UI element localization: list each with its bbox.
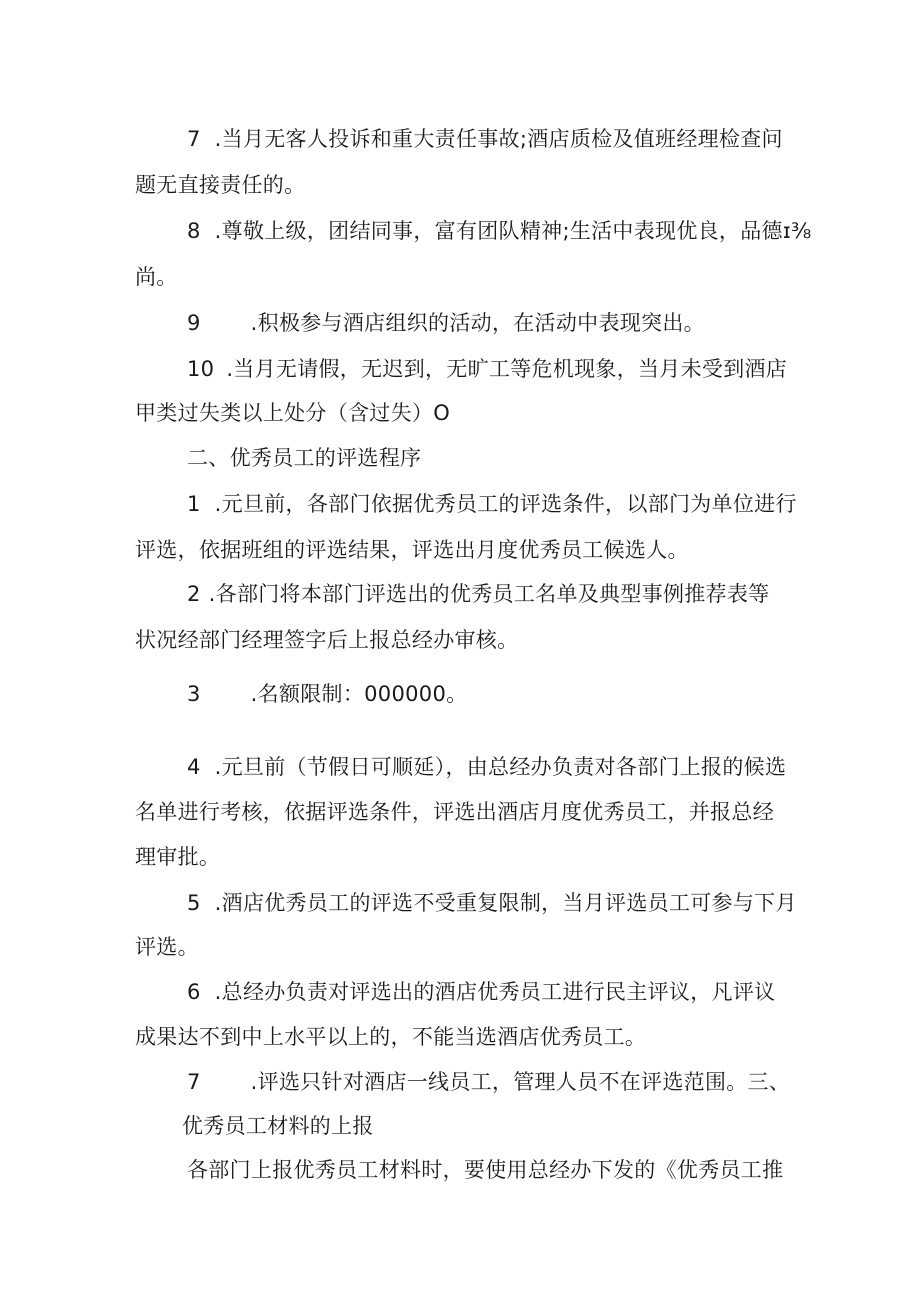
step-text: .元旦前（节假日可顺延），由总经办负责对各部门上报的候选 [214,755,787,779]
item-text: .当月无请假，无迟到，无旷工等危机现象，当月未受到酒店 [226,357,788,381]
step-number: 3 [187,682,201,706]
procedure-step-6-continuation: 成果达不到中上水平以上的，不能当选酒店优秀员工。 [135,1025,647,1049]
step-text: .总经办负责对评选出的酒店优秀员工进行民主评议，凡评议 [214,980,776,1004]
criteria-item-10-continuation: 甲类过失类以上处分（含过失）O [135,401,451,425]
step-number: 7 [187,1070,201,1094]
procedure-step-5 [187,888,797,918]
criteria-item-7-continuation: 题无直接责任的。 [135,173,306,197]
procedure-step-3 [187,679,467,709]
step-text: .酒店优秀员工的评选不受重复限制，当月评选员工可参与下月 [214,891,797,915]
criteria-item-10 [187,354,787,384]
criteria-item-8 [187,216,812,246]
procedure-step-5-continuation: 评选。 [135,935,199,959]
step-text: .评选只针对酒店一线员工，管理人员不在评选范围。三、 [250,1070,791,1094]
criteria-item-8-continuation: 尚。 [135,265,178,289]
item-text: .尊敬上级，团结同事，富有团队精神;生活中表现优良，品德ɪ⅜ [214,219,812,243]
item-number: 7 [187,127,201,151]
procedure-step-4-continuation: 名单进行考核，依据评选条件，评选出酒店月度优秀员工，并报总经 [135,800,774,824]
item-text: .当月无客人投诉和重大责任事故;酒店质检及值班经理检查问 [214,127,783,151]
step-text: .元旦前，各部门依据优秀员工的评选条件，以部门为单位进行 [214,492,797,516]
procedure-step-7-continuation: 优秀员工材料的上报 [182,1114,374,1138]
step-text: .各部门将本部门评选出的优秀员工名单及典型事例推荐表等 [208,582,770,606]
section-heading: 二、优秀员工的评选程序 [187,446,422,470]
procedure-step-2-continuation: 状况经部门经理签字后上报总经办审核。 [135,628,519,652]
procedure-step-2 [187,579,769,609]
criteria-item-7 [187,124,783,154]
item-number: 8 [187,219,201,243]
procedure-step-4 [187,752,786,782]
step-number: 2 [187,582,201,606]
section-3-paragraph: 各部门上报优秀员工材料时，要使用总经办下发的《优秀员工推 [187,1158,784,1182]
criteria-item-9 [187,308,705,338]
item-text: .积极参与酒店组织的活动，在活动中表现突出。 [250,311,705,335]
step-text: .名额限制：000000。 [250,682,468,706]
step-number: 1 [187,492,201,516]
item-number: 9 [187,311,201,335]
procedure-step-4-continuation-2: 理审批。 [135,845,221,869]
procedure-step-1 [187,489,797,519]
procedure-step-7 [187,1067,790,1097]
procedure-step-1-continuation: 评选，依据班组的评选结果，评选出月度优秀员工候选人。 [135,538,689,562]
procedure-step-6 [187,977,775,1007]
step-number: 5 [187,891,201,915]
step-number: 6 [187,980,201,1004]
item-number: 10 [187,357,215,381]
step-number: 4 [187,755,201,779]
